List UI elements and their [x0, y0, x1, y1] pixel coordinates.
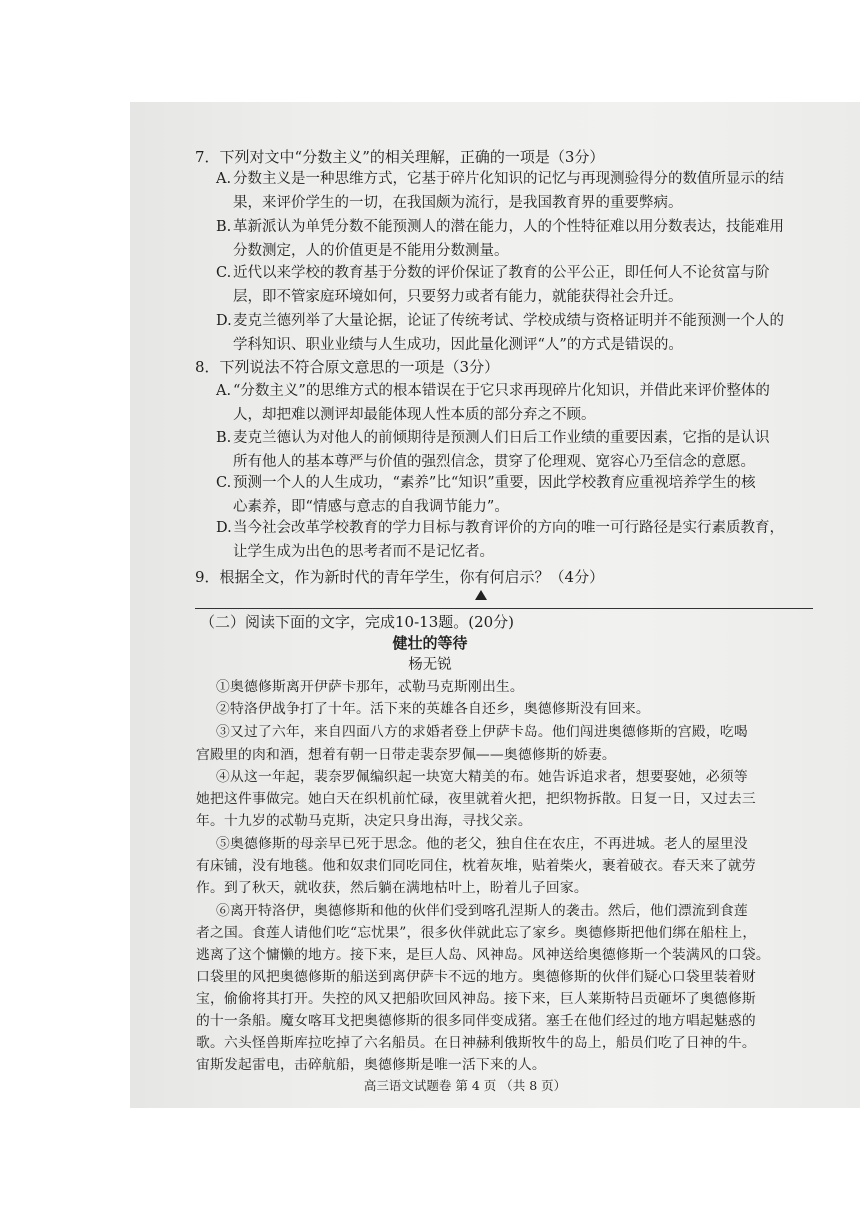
option-letter: A. [216, 171, 232, 187]
section-2-heading: （二）阅读下面的文字，完成10-13题。(20分) [200, 613, 515, 631]
paragraph-line: ⑥离开特洛伊，奥德修斯和他的伙伴们受到喀孔涅斯人的袭击。然后，他们漂流到食莲 [216, 903, 748, 919]
question-9-stem: 9．根据全文，作为新时代的青年学生，你有何启示？（4分） [195, 568, 605, 586]
paragraph-line: 作。到了秋天，就收获，然后躺在满地枯叶上，盼着儿子回家。 [196, 880, 588, 896]
option-letter: C. [216, 265, 232, 281]
paragraph-line: 口袋里的风把奥德修斯的船送到离伊萨卡不远的地方。奥德修斯的伙伴们疑心口袋里装着财 [196, 969, 756, 985]
paragraph-line: 宫殿里的肉和酒，想着有朝一日带走裴奈罗佩——奥德修斯的娇妻。 [196, 747, 616, 763]
paragraph-line: 歌。六头怪兽斯库拉吃掉了六名船员。在日神赫利俄斯牧牛的岛上，船员们吃了日神的牛。 [196, 1035, 756, 1051]
paragraph-line: 她把这件事做完。她白天在织机前忙碌，夜里就着火把，把织物拆散。日复一日，又过去三 [196, 791, 756, 807]
paragraph-line: ④从这一年起，裴奈罗佩编织起一块宽大精美的布。她告诉追求者，想要娶她，必须等 [216, 769, 748, 785]
paragraph-line: 者之国。食莲人请他们吃“忘忧果”，很多伙伴就此忘了家乡。奥德修斯把他们绑在船柱上， [196, 925, 757, 941]
option-text-line: 麦克兰德列举了大量论据，论证了传统考试、学校成绩与资格证明并不能预测一个人的 [233, 313, 784, 329]
option-letter: D. [216, 520, 232, 536]
question-7-stem: 7．下列对文中“分数主义”的相关理解，正确的一项是（3分） [195, 148, 605, 166]
section-divider [195, 608, 813, 609]
paragraph-line: 的十一条船。魔女喀耳戈把奥德修斯的很多同伴变成猪。塞壬在他们经过的地方唱起魅惑的 [196, 1013, 756, 1029]
option-text-line: “分数主义”的思维方式的根本错误在于它只求再现碎片化知识，并借此来评价整体的 [233, 383, 770, 399]
story-title: 健壮的等待 [392, 634, 468, 652]
paragraph-line: ①奥德修斯离开伊萨卡那年，忒勒马克斯刚出生。 [216, 679, 524, 695]
paragraph-line: 逃离了这个慵懒的地方。接下来，是巨人岛、风神岛。风神送给奥德修斯一个装满风的口袋。 [196, 947, 770, 963]
story-author: 杨无锐 [408, 657, 452, 673]
option-letter: C. [216, 475, 232, 491]
option-text-line: 麦克兰德认为对他人的前倾期待是预测人们日后工作业绩的重要因素，它指的是认识 [233, 430, 770, 446]
option-letter: B. [216, 219, 232, 235]
paragraph-line: 有床铺，没有地毯。他和奴隶们同吃同住，枕着灰堆，贴着柴火，裹着破衣。春天来了就劳 [196, 858, 756, 874]
paragraph-line: ③又过了六年，来自四面八方的求婚者登上伊萨卡岛。他们闯进奥德修斯的宫殿，吃喝 [216, 724, 748, 740]
option-text-line: 果，来评价学生的一切，在我国颇为流行，是我国教育界的重要弊病。 [233, 195, 683, 211]
option-text-line: 近代以来学校的教育基于分数的评价保证了教育的公平公正，即任何人不论贫富与阶 [233, 265, 770, 281]
paragraph-line: ②特洛伊战争打了十年。活下来的英雄各自还乡，奥德修斯没有回来。 [216, 701, 650, 717]
paragraph-line: 年。十九岁的忒勒马克斯，决定只身出海，寻找父亲。 [196, 813, 532, 829]
option-letter: B. [216, 430, 232, 446]
page-footer: 高三语文试题卷 第 4 页 （共 8 页） [363, 1078, 567, 1093]
question-8-stem: 8．下列说法不符合原文意思的一项是（3分） [195, 358, 500, 376]
option-text-line: 当今社会改革学校教育的学力目标与教育评价的方向的唯一可行路径是实行素质教育， [233, 520, 784, 536]
paragraph-line: 宝，偷偷将其打开。失控的风又把船吹回风神岛。接下来，巨人莱斯特吕贡砸坏了奥德修斯 [196, 991, 756, 1007]
option-letter: A. [216, 383, 232, 399]
option-text-line: 所有他人的基本尊严与价值的强烈信念，贯穿了伦理观、宽容心乃至信念的意愿。 [233, 454, 755, 470]
section-end-triangle-icon [475, 590, 487, 600]
option-text-line: 层，即不管家庭环境如何，只要努力或者有能力，就能获得社会升迁。 [233, 289, 683, 305]
paragraph-line: ⑤奥德修斯的母亲早已死于思念。他的老父，独自住在农庄，不再进城。老人的屋里没 [216, 836, 748, 852]
option-text-line: 学科知识、职业业绩与人生成功，因此量化测评“人”的方式是错误的。 [233, 337, 683, 353]
option-text-line: 革新派认为单凭分数不能预测人的潜在能力，人的个性特征难以用分数表达，技能难用 [233, 219, 784, 235]
option-text-line: 预测一个人的人生成功，“素养”比“知识”重要，因此学校教育应重视培养学生的核 [233, 475, 756, 491]
option-text-line: 人，却把难以测评却最能体现人性本质的部分弃之不顾。 [233, 407, 596, 423]
option-text-line: 分数测定，人的价值更是不能用分数测量。 [233, 243, 509, 259]
option-text-line: 分数主义是一种思维方式，它基于碎片化知识的记忆与再现测验得分的数值所显示的结 [233, 171, 784, 187]
option-text-line: 心素养，即“情感与意志的自我调节能力”。 [233, 499, 509, 515]
paragraph-line: 宙斯发起雷电，击碎航船，奥德修斯是唯一活下来的人。 [196, 1057, 546, 1073]
option-letter: D. [216, 313, 232, 329]
option-text-line: 让学生成为出色的思考者而不是记忆者。 [233, 544, 494, 560]
